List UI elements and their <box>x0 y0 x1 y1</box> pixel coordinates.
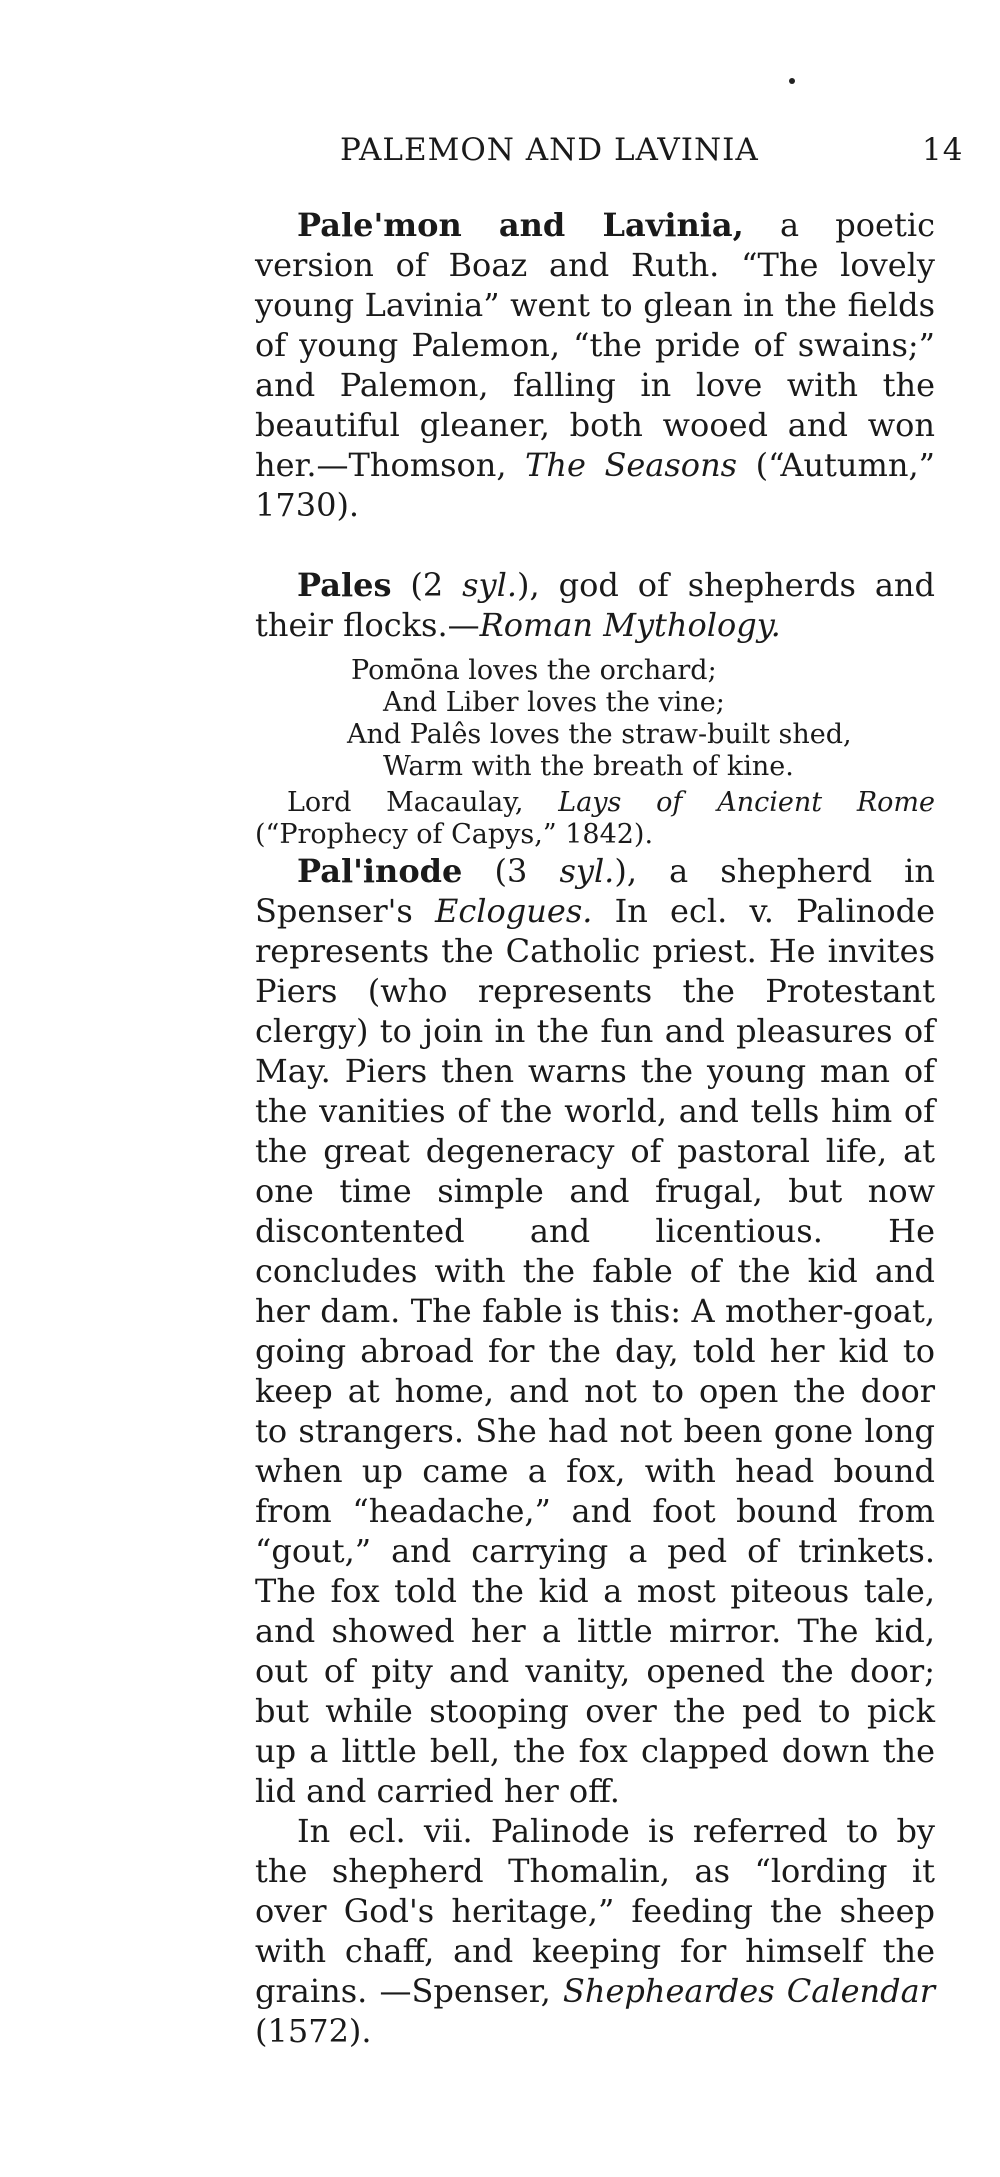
dictionary-column <box>255 205 935 2051</box>
verse-line: And Liber loves the vine; <box>383 687 725 718</box>
entry-pales <box>255 565 935 645</box>
entry-palinode <box>255 851 935 1811</box>
entry-text: a poetic version of Boaz and Ruth. “The lovely young Lavinia” went to glean in the fields of young Palemon, “the pride of swains;” and Palemon, falling in love with the beautiful gleaner, both wooed and won her.—Thomson, <box>255 206 935 484</box>
citation-text: (“Prophecy of Capys,” 1842). <box>255 819 654 850</box>
entry-text: (3 <box>462 852 560 890</box>
verse-citation <box>255 787 935 851</box>
page-number: 14 <box>922 132 964 168</box>
ink-speck <box>789 78 795 84</box>
headword: Pales <box>297 566 392 604</box>
entry-text: (“Autumn,” 1730). <box>255 446 936 524</box>
entry-text: (1572). <box>255 2012 372 2050</box>
headword: Pal'inode <box>297 852 463 890</box>
entry-palinode-para2 <box>255 1811 935 2051</box>
work-title: The Seasons <box>525 446 738 484</box>
entry-text: In ecl. vii. Palinode is referred to by the shepherd Thomalin, as “lording it over God's heritage,” feeding the sheep with chaff, and keeping for himself the grains. —Spenser, <box>255 1812 935 2010</box>
verse-line: And Palês loves the straw-built shed, <box>347 719 852 750</box>
verse-line: Pomōna loves the orchard; <box>351 655 717 686</box>
citation-author: Lord Macaulay, <box>287 787 559 818</box>
entry-text: ), god of shepherds and their flocks.— <box>255 566 936 644</box>
headword: Pale'mon and Lavinia, <box>297 206 744 244</box>
work-title: Eclogues. <box>435 892 593 930</box>
entry-text: ), a shepherd in Spenser's <box>255 852 936 930</box>
source: Roman Mythology. <box>479 606 781 644</box>
work-title: Shepheardes Calendar <box>562 1972 935 2010</box>
header-title: PALEMON AND LAVINIA <box>340 132 759 168</box>
entry-text: (2 <box>391 566 463 604</box>
entry-text: In ecl. v. Palinode represents the Catholic priest. He invites Piers (who represents the Protestant clergy) to join in the fun and pleasures of May. Piers then warns the young man of the vanities of the world, and tells him of the great degeneracy of pastoral life, at one time simple and frugal, but now discontented and licentious. He concludes with the fable of the kid and her dam. The fable is this: A mother-goat, going abroad for the day, told her kid to keep at home, and not to open the door to strangers. She had not been gone long when up came a fox, with head bound from “headache,” and foot bound from “gout,” and carrying a ped of trinkets. The fox told the kid a most piteous tale, and showed her a little mirror. The kid, out of pity and vanity, opened the door; but while stooping over the ped to pick up a little bell, the fox clapped down the lid and carried her off. <box>255 892 935 1810</box>
running-header <box>0 132 1000 182</box>
verse-line: Warm with the breath of kine. <box>383 751 794 782</box>
verse-quotation <box>255 655 935 783</box>
citation-work: Lays of Ancient Rome <box>558 787 935 818</box>
entry-palemon <box>255 205 935 525</box>
syllable-note: syl. <box>559 852 615 890</box>
syllable-note: syl. <box>462 566 518 604</box>
